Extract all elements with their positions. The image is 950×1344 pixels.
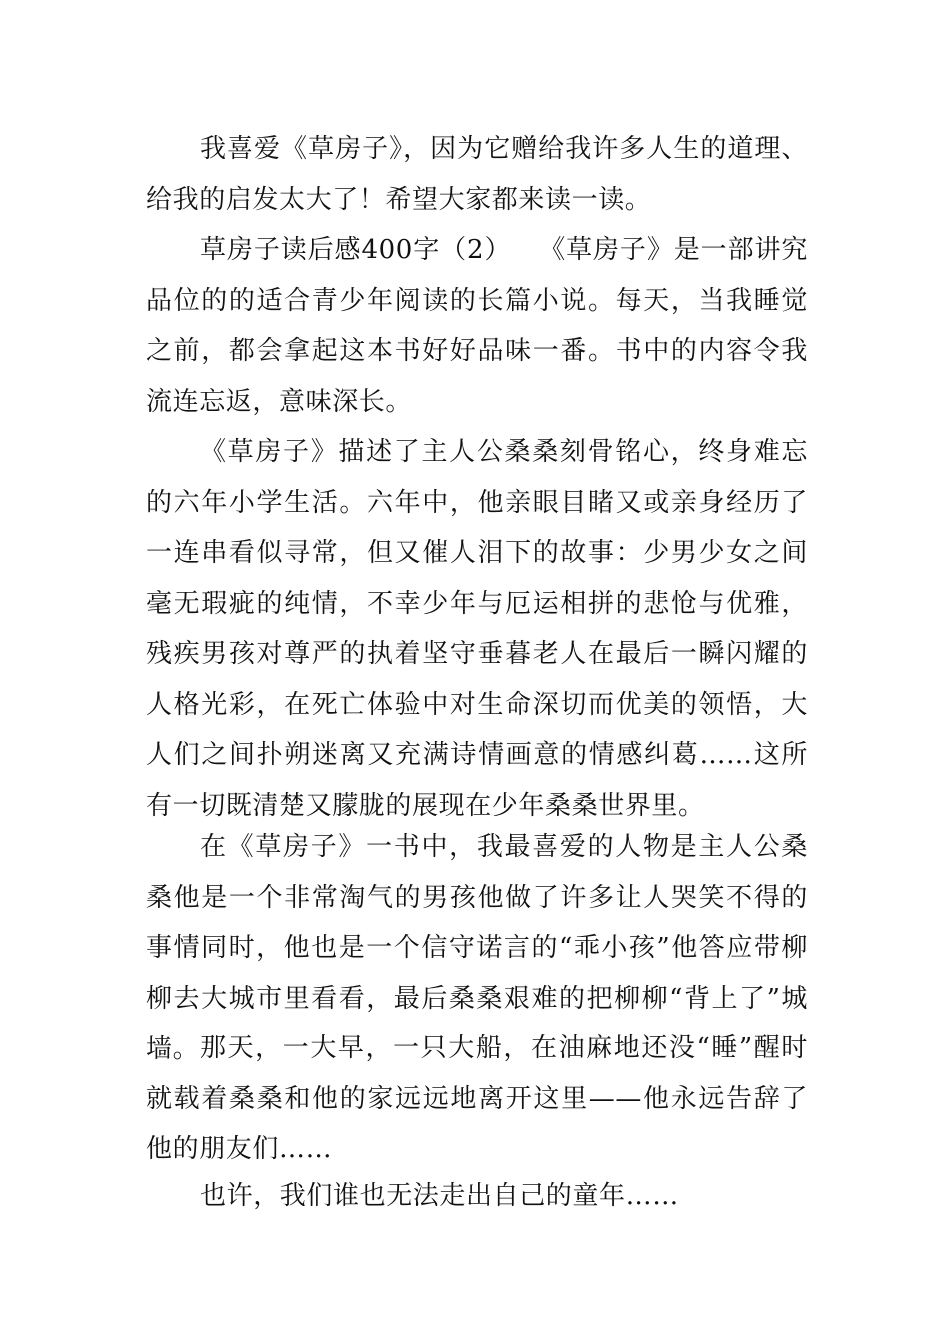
paragraph-3: 《草房子》描述了主人公桑桑刻骨铭心，终身难忘的六年小学生活。六年中，他亲眼目睹又或亲身经历了一连串看似寻常，但又催人泪下的故事：少男少女之间毫无瑕疵的纯情，不幸少年与厄运相拼的悲怆与优雅，残疾男孩对尊严的执着坚守垂暮老人在最后一瞬闪耀的人格光彩，在死亡体验中对生命深切而优美的领悟，大人们之间扑朔迷离又充满诗情画意的情感纠葛……这所有一切既清楚又朦胧的展现在少年桑桑世界里。 xyxy=(146,437,808,821)
paragraph-6: 也许，我们谁也无法走出自己的童年…… xyxy=(200,1181,679,1211)
paragraph-1: 我喜爱《草房子》，因为它赠给我许多人生的道理、给我的启发太大了！希望大家都来读一读。 xyxy=(146,134,808,215)
paragraph-4: 在《草房子》一书中，我最喜爱的人物是主人公桑桑他是一个非常淘气的男孩他做了许多让人哭笑不得的事情同时，他也是一个信守诺言的“乖小孩”他答应带柳柳去大城市里看看，最后桑桑艰难的把柳柳“背上了”城墙。 xyxy=(146,832,808,1064)
paragraph-5: 那天，一大早，一只大船，在油麻地还没“睡”醒时就载着桑桑和他的家远远地离开这里——他永远告辞了他的朋友们…… xyxy=(146,1033,808,1164)
paragraph-2: 草房子读后感400字（2） 《草房子》是一部讲究品位的的适合青少年阅读的长篇小说。每天，当我睡觉之前，都会拿起这本书好好品味一番。书中的内容令我流连忘返，意味深长。 xyxy=(146,235,808,417)
